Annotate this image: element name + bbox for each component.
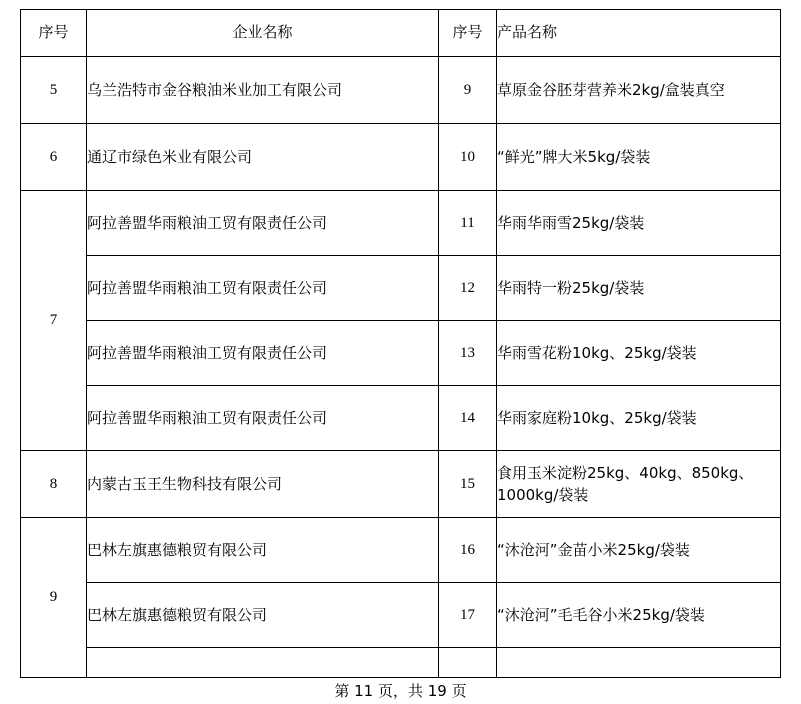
table-header-row: [21, 10, 781, 57]
row-seq1: 5: [21, 57, 87, 124]
row-product: 华雨家庭粉10kg、25kg/袋装: [497, 386, 781, 451]
row-seq1-group: 9: [21, 518, 87, 678]
row-seq1-group: 7: [21, 191, 87, 451]
row-seq2: [439, 648, 497, 678]
header-seq2: 序号: [439, 10, 497, 57]
row-seq1: 8: [21, 451, 87, 518]
row-seq2: 14: [439, 386, 497, 451]
enterprise-product-table: [20, 9, 781, 678]
table-row: [21, 583, 781, 648]
table-row: [21, 124, 781, 191]
table-row: [21, 57, 781, 124]
row-seq2: 11: [439, 191, 497, 256]
row-seq1: 6: [21, 124, 87, 191]
row-seq2: 12: [439, 256, 497, 321]
row-seq2: 16: [439, 518, 497, 583]
row-seq2: 17: [439, 583, 497, 648]
row-product: 华雨特一粉25kg/袋装: [497, 256, 781, 321]
header-product: 产品名称: [497, 10, 781, 57]
row-company: 巴林左旗惠德粮贸有限公司: [87, 583, 439, 648]
row-company: 乌兰浩特市金谷粮油米业加工有限公司: [87, 57, 439, 124]
header-seq1: 序号: [21, 10, 87, 57]
table-row: [21, 451, 781, 518]
table-row: [21, 256, 781, 321]
table-row: [21, 191, 781, 256]
row-product: [497, 648, 781, 678]
table-row-truncated: [21, 648, 781, 678]
row-company: 阿拉善盟华雨粮油工贸有限责任公司: [87, 191, 439, 256]
row-company: 阿拉善盟华雨粮油工贸有限责任公司: [87, 321, 439, 386]
row-product: “沐沧河”金苗小米25kg/袋装: [497, 518, 781, 583]
row-product: 草原金谷胚芽营养米2kg/盒装真空: [497, 57, 781, 124]
row-product: 华雨华雨雪25kg/袋装: [497, 191, 781, 256]
table-row: [21, 386, 781, 451]
row-seq2: 13: [439, 321, 497, 386]
row-seq2: 9: [439, 57, 497, 124]
row-company: 阿拉善盟华雨粮油工贸有限责任公司: [87, 256, 439, 321]
table-row: [21, 518, 781, 583]
page-footer: 第 11 页，共 19 页: [334, 682, 467, 700]
row-company: 内蒙古玉王生物科技有限公司: [87, 451, 439, 518]
row-seq2: 10: [439, 124, 497, 191]
row-company: 通辽市绿色米业有限公司: [87, 124, 439, 191]
row-product: “鲜光”牌大米5kg/袋装: [497, 124, 781, 191]
row-product: “沐沧河”毛毛谷小米25kg/袋装: [497, 583, 781, 648]
row-company: 阿拉善盟华雨粮油工贸有限责任公司: [87, 386, 439, 451]
header-company: 企业名称: [87, 10, 439, 57]
row-company: [87, 648, 439, 678]
row-company: 巴林左旗惠德粮贸有限公司: [87, 518, 439, 583]
table-row: [21, 321, 781, 386]
row-product: 华雨雪花粉10kg、25kg/袋装: [497, 321, 781, 386]
row-product: 食用玉米淀粉25kg、40kg、850kg、1000kg/袋装: [497, 451, 781, 518]
row-seq2: 15: [439, 451, 497, 518]
